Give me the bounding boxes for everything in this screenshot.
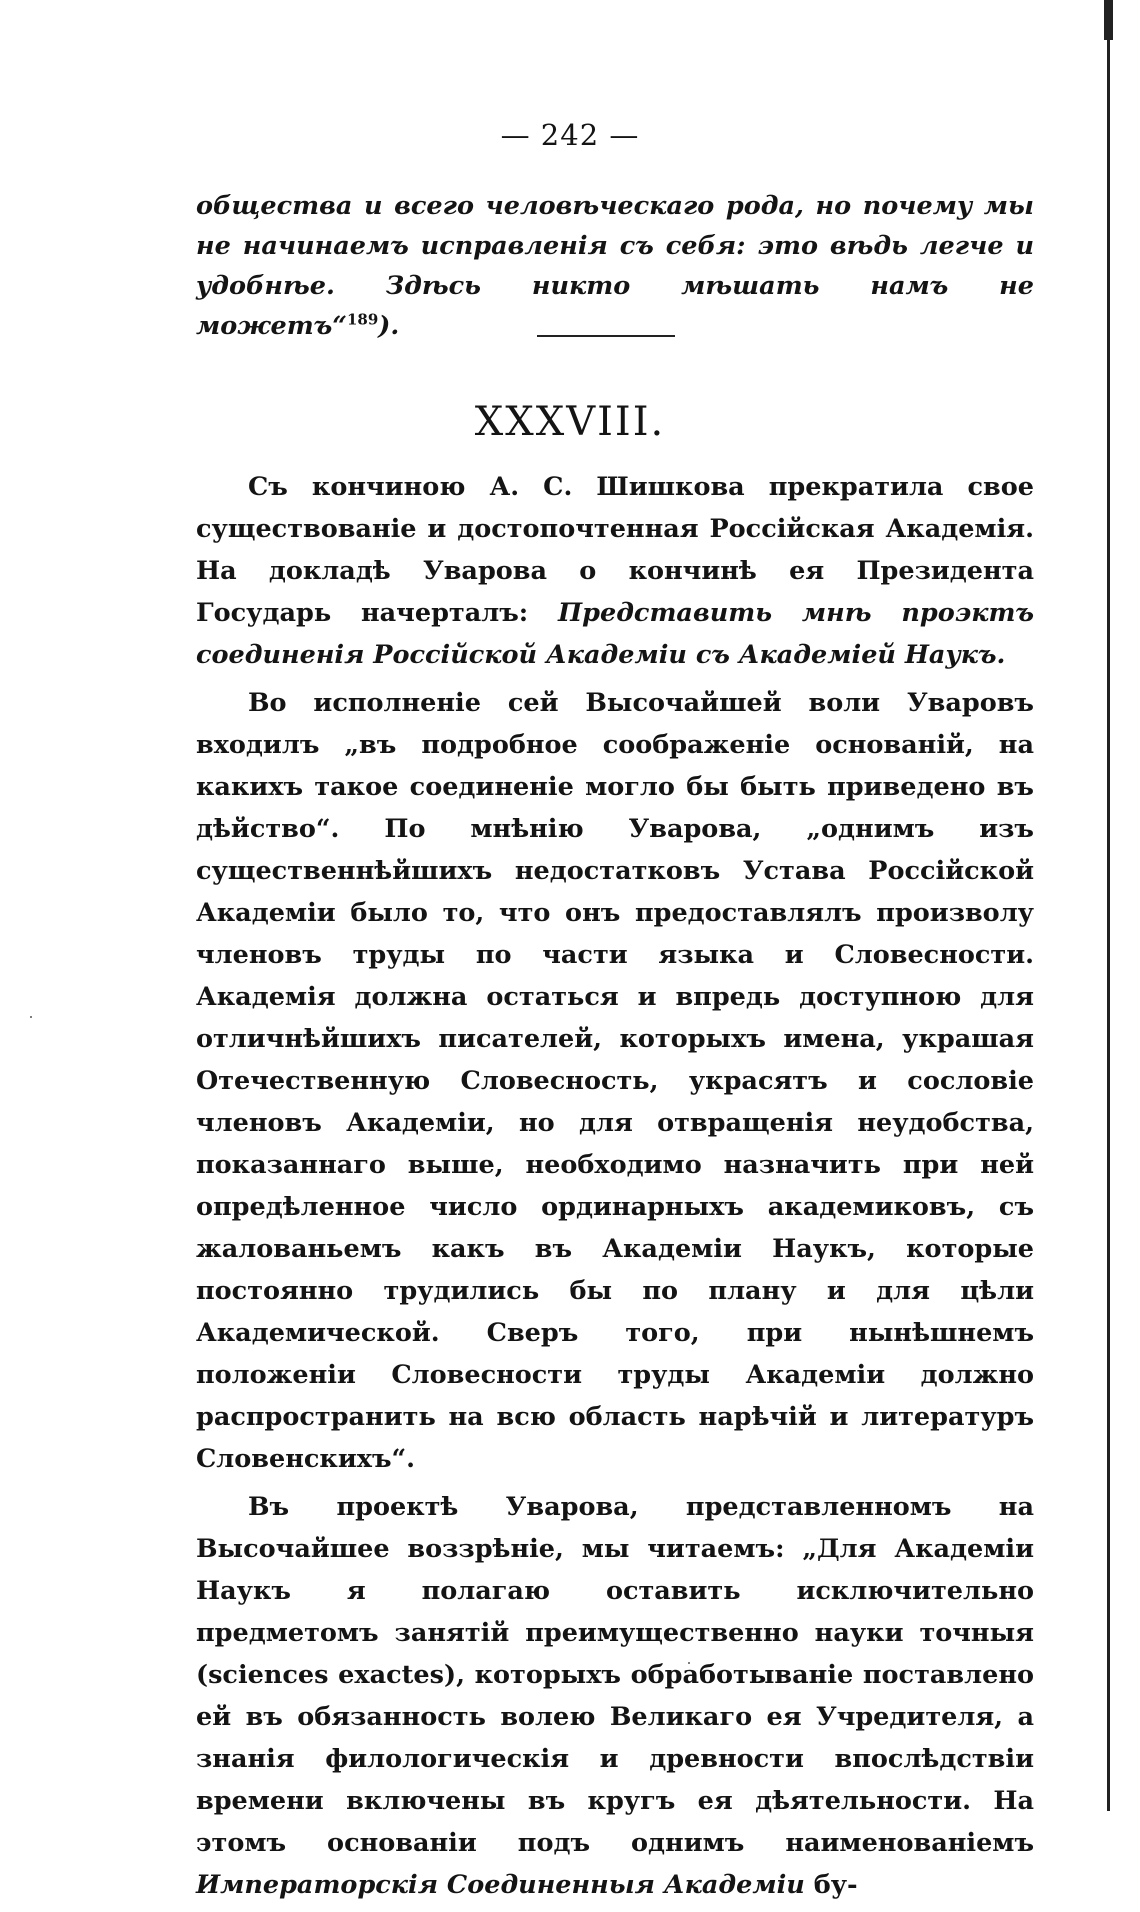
paragraph — [196, 466, 1034, 676]
chapter-heading: XXXVIII. — [474, 399, 666, 445]
continuation-closing: ). — [378, 311, 400, 341]
paragraph-text: Съ кончиною А. С. Шишкова прекратила свое существованіе и достопочтенная Россійская Академія. На докладѣ Уварова о кончинѣ ея Президента Государь начерталъ: — [196, 472, 1034, 628]
continuation-text — [196, 186, 1034, 346]
paragraph-text: Во исполненіе сей Высочайшей воли Уваровъ входилъ „въ подробное соображеніе основаній, на какихъ такое соединеніе могло бы быть приведено въ дѣйство“. По мнѣнію Уварова, „однимъ изъ существеннѣйшихъ недостатковъ Устава Россійской Академіи было то, что онъ предоставлялъ произволу членовъ труды по части языка и Словесности. Академія должна остаться и впредь доступною для отличнѣйшихъ писателей, которыхъ имена, украшая Отечественную Словесность, украсятъ и сословіе членовъ Академіи, но для отвращенія неудобства, показаннаго выше, необходимо назначить при ней опредѣленное число ординарныхъ академиковъ, съ жалованьемъ какъ въ Академіи Наукъ, которые постоянно трудились бы по плану и для цѣли Академической. Сверъ того, при нынѣшнемъ положеніи Словесности труды Академіи должно распространить на всю область нарѣчій и литературъ Словенскихъ“. — [196, 688, 1034, 1474]
page-number: — 242 — — [500, 118, 640, 152]
section-divider — [537, 335, 675, 337]
paragraph-italic-text: Императорскія Соединенныя Академіи — [196, 1870, 805, 1900]
chapter-body — [196, 466, 1034, 1912]
paragraph-text: Въ проектѣ Уварова, представленномъ на Высочайшее воззрѣніе, мы читаемъ: „Для Академіи Наукъ я полагаю оставить исключительно предметомъ занятій преимущественно науки точныя (sciences exactes), которыхъ обработываніе поставлено ей въ обязанность волею Великаго ея Учредителя, а знанія филологическія и древности впослѣдствіи времени включены въ кругъ ея дѣятельности. На этомъ основаніи подъ однимъ наименованіемъ — [196, 1492, 1034, 1858]
paragraph — [196, 1486, 1034, 1906]
binding-edge — [1107, 0, 1110, 1811]
paragraph-italic-text: Представить мнѣ проэктъ соединенія Россійской Академіи съ Академіей Наукъ. — [196, 598, 1034, 670]
paragraph-text-tail: бу- — [804, 1870, 858, 1900]
continuation-body: общества и всего человѣческаго рода, но почему мы не начинаемъ исправленія съ себя: это вѣдь легче и удобнѣе. Здѣсь никто мѣшать намъ не можетъ“ — [196, 191, 1034, 341]
footnote-reference[interactable]: 189 — [346, 310, 379, 329]
scan-speck — [30, 1016, 32, 1018]
paragraph — [196, 682, 1034, 1480]
